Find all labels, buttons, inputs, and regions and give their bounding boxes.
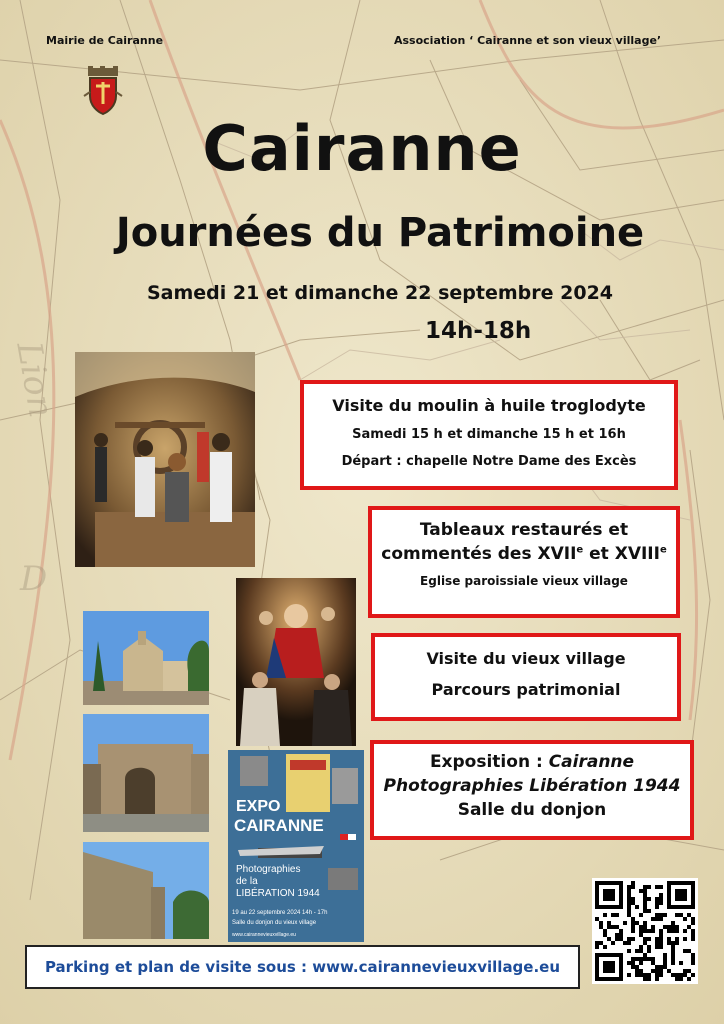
header-left: Mairie de Cairanne	[46, 34, 164, 47]
event-dates: Samedi 21 et dimanche 22 septembre 2024	[146, 282, 614, 304]
footer-parking-link[interactable]: Parking et plan de visite sous : www.cairannevieuxvillage.eu	[25, 945, 580, 989]
page-subtitle: Journées du Patrimoine	[115, 210, 645, 256]
photo-chapel	[83, 611, 209, 705]
expo-poster-title2: CAIRANNE	[234, 816, 324, 835]
coat-of-arms-icon	[82, 66, 124, 116]
page-title: Cairanne	[202, 112, 522, 185]
event-hours: 14h-18h	[425, 318, 532, 344]
photo-ramparts	[83, 842, 209, 939]
event-exhibition-place: Salle du donjon	[457, 800, 607, 820]
expo-poster-site: www.cairannevieuxvillage.eu	[232, 932, 296, 938]
photo-gate	[83, 714, 209, 832]
event-paintings-title-b: commentés des XVIIe et XVIIIe	[381, 544, 667, 564]
photo-oil-mill	[75, 352, 255, 567]
expo-poster-subtitle3: LIBÉRATION 1944	[236, 888, 320, 899]
event-oil-mill-times: Samedi 15 h et dimanche 15 h et 16h	[352, 427, 626, 442]
expo-poster	[228, 750, 364, 942]
expo-poster-subtitle1: Photographies	[236, 864, 301, 875]
event-exhibition-title: Exposition : Cairanne	[429, 752, 635, 772]
qr-code[interactable]	[592, 878, 698, 984]
svg-text:D: D	[20, 559, 48, 599]
event-oil-mill-title: Visite du moulin à huile troglodyte	[332, 396, 646, 415]
event-paintings-place: Eglise paroissiale vieux village	[420, 574, 628, 588]
svg-text:Lion: Lion	[8, 338, 61, 421]
event-village-title: Visite du vieux village	[426, 649, 626, 668]
header-right: Association ‘ Cairanne et son vieux village’	[394, 34, 662, 47]
event-box-paintings	[368, 506, 680, 618]
event-box-exhibition	[370, 740, 694, 840]
qr-code-icon	[592, 878, 698, 984]
event-paintings-title-a: Tableaux restaurés et	[419, 520, 629, 540]
event-exhibition-subject: Photographies Libération 1944	[383, 776, 681, 796]
expo-poster-dates: 19 au 22 septembre 2024 14h - 17h	[232, 910, 328, 916]
expo-poster-title1: EXPO	[236, 798, 281, 815]
event-village-route: Parcours patrimonial	[431, 680, 621, 699]
expo-poster-place: Salle du donjon du vieux village	[232, 920, 317, 926]
photo-painting	[236, 578, 356, 746]
event-box-oil-mill	[300, 380, 678, 490]
expo-poster-subtitle2: de la	[236, 876, 258, 887]
event-box-village	[371, 633, 681, 721]
event-oil-mill-start: Départ : chapelle Notre Dame des Excès	[341, 454, 637, 469]
